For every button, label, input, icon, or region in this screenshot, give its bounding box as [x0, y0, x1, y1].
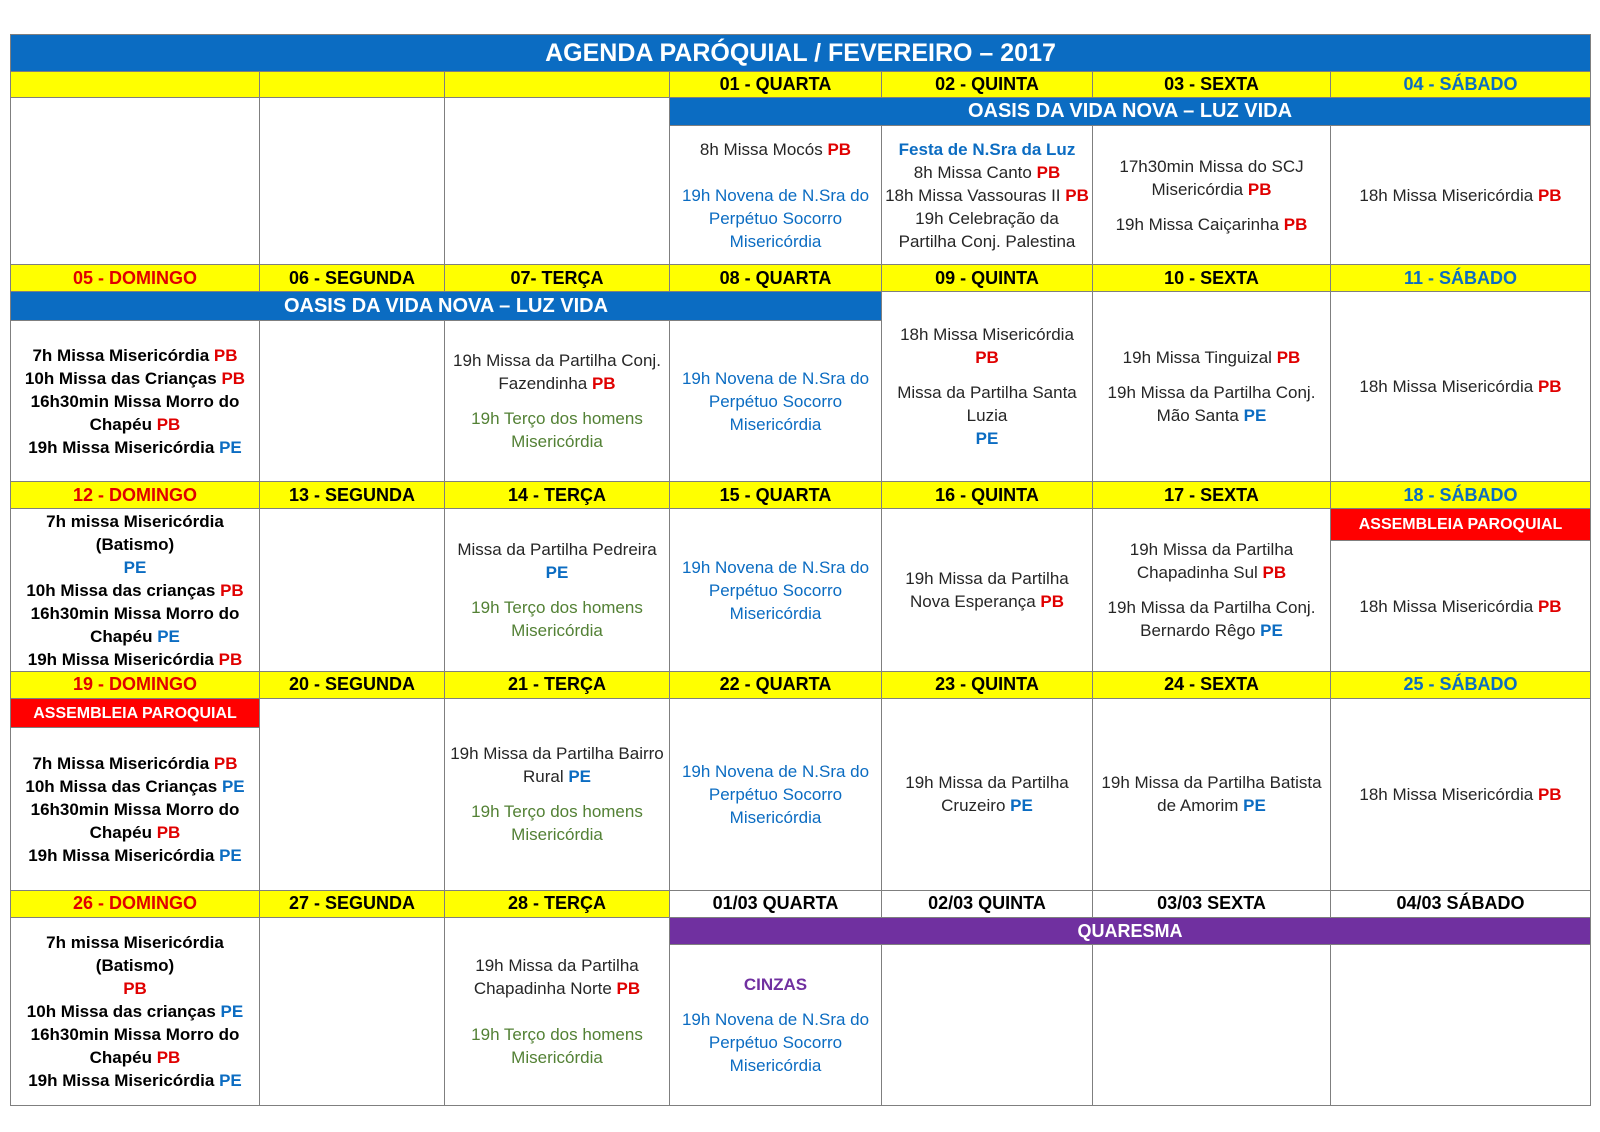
tag-pb: PB: [1537, 185, 1562, 205]
tag-pb: PB: [591, 374, 616, 394]
tag-pb: PB: [220, 580, 244, 600]
event-missa-misericordia: 18h Missa Misericórdia: [1359, 185, 1534, 205]
assembleia-band: ASSEMBLEIA PAROQUIAL: [11, 699, 260, 728]
event-missa-misericordia: 18h Missa Misericórdia: [1359, 377, 1534, 397]
tag-pb: PB: [156, 414, 181, 434]
day-header-23: 23 - QUINTA: [882, 671, 1093, 698]
event-terco-homens: 19h Terço dos homens Misericórdia: [471, 802, 643, 845]
event-cinzas: CINZAS: [743, 975, 808, 995]
event-terco-homens: 19h Terço dos homens Misericórdia: [471, 598, 643, 641]
tag-pb: PB: [213, 753, 238, 773]
event-missa-batismo: 7h missa Misericórdia (Batismo): [46, 511, 224, 554]
day-header-01: 01 - QUARTA: [670, 72, 882, 98]
tag-pe: PE: [123, 557, 147, 577]
tag-pb: PB: [1537, 596, 1562, 616]
day-cell-02: [882, 126, 1093, 265]
day-cell-08: [670, 321, 882, 482]
day-header-19: 19 - DOMINGO: [11, 671, 260, 698]
day-header-26: 26 - DOMINGO: [11, 890, 260, 917]
day-header-06: 06 - SEGUNDA: [260, 265, 445, 292]
event-partilha-bairro-rural: 19h Missa da Partilha Bairro Rural: [450, 744, 664, 787]
day-header-25: 25 - SÁBADO: [1331, 671, 1591, 698]
tag-pb: PB: [1283, 214, 1308, 234]
event-missa-mocos: 8h Missa Mocós: [699, 139, 823, 159]
quaresma-band: QUARESMA: [670, 918, 1591, 945]
event-partilha-santa-luzia: Missa da Partilha Santa Luzia: [897, 383, 1077, 426]
event-missa-7h: 7h Missa Misericórdia: [32, 753, 210, 773]
day-cell-05: [11, 321, 260, 482]
event-missa-morro-chapeu: 16h30min Missa Morro do Chapéu: [30, 391, 240, 434]
day-cell-empty: [11, 98, 260, 265]
tag-pb: PB: [1537, 784, 1562, 804]
day-cell-21: [445, 699, 670, 891]
day-cell-10: [1093, 292, 1331, 482]
assembleia-band: ASSEMBLEIA PAROQUIAL: [1331, 509, 1591, 541]
oasis-band: OASIS DA VIDA NOVA – LUZ VIDA: [670, 98, 1591, 126]
day-cell-04: [1331, 126, 1591, 265]
day-header-11: 11 - SÁBADO: [1331, 265, 1591, 292]
day-cell-0103: [670, 945, 882, 1106]
event-missa-caicarinha: 19h Missa Caiçarinha: [1115, 214, 1280, 234]
event-novena: 19h Novena de N.Sra do Perpétuo Socorro Misericórdia: [681, 761, 870, 827]
tag-pe: PE: [1010, 796, 1033, 816]
week-2-header-row: [11, 265, 1591, 292]
page-title: AGENDA PARÓQUIAL / FEVEREIRO – 2017: [11, 35, 1591, 72]
event-missa-19h: 19h Missa Misericórdia: [28, 437, 215, 457]
tag-pe: PE: [157, 626, 180, 646]
oasis-band: OASIS DA VIDA NOVA – LUZ VIDA: [11, 292, 882, 321]
event-missa-morro-chapeu: 16h30min Missa Morro do Chapéu: [30, 603, 240, 646]
event-novena: 19h Novena de N.Sra do Perpétuo Socorro Misericórdia: [681, 185, 870, 251]
tag-pe: PE: [219, 1071, 242, 1091]
day-cell-0403: [1331, 945, 1591, 1106]
event-partilha-cruzeiro: 19h Missa da Partilha Cruzeiro: [905, 773, 1069, 816]
event-missa-19h: 19h Missa Misericórdia: [27, 649, 214, 669]
tag-pb: PB: [1262, 563, 1287, 583]
tag-pe: PE: [221, 776, 245, 796]
day-header-12: 12 - DOMINGO: [11, 482, 260, 509]
day-cell-28: [445, 918, 670, 1106]
day-header-17: 17 - SEXTA: [1093, 482, 1331, 509]
event-missa-criancas: 10h Missa das Crianças: [25, 776, 218, 796]
tag-pb: PB: [1247, 179, 1272, 199]
tag-pe: PE: [220, 1002, 244, 1022]
day-cell-25: [1331, 699, 1591, 891]
day-header-20: 20 - SEGUNDA: [260, 671, 445, 698]
tag-pb: PB: [1537, 377, 1562, 397]
week-3-header-row: [11, 482, 1591, 509]
day-header-16: 16 - QUINTA: [882, 482, 1093, 509]
day-header-02: 02 - QUINTA: [882, 72, 1093, 98]
tag-pe: PE: [1243, 796, 1266, 816]
day-cell-17: [1093, 509, 1331, 672]
event-partilha-mao-santa: 19h Missa da Partilha Conj. Mão Santa: [1107, 383, 1316, 426]
event-missa-19h: 19h Missa Misericórdia: [28, 845, 215, 865]
tag-pe: PE: [1260, 621, 1283, 641]
day-header-07: 07- TERÇA: [445, 265, 670, 292]
event-partilha-bernardo-rego: 19h Missa da Partilha Conj. Bernardo Rêgo: [1107, 598, 1316, 641]
day-cell-empty: [260, 98, 445, 265]
event-novena: 19h Novena de N.Sra do Perpétuo Socorro Misericórdia: [681, 1010, 870, 1076]
event-novena: 19h Novena de N.Sra do Perpétuo Socorro Misericórdia: [681, 557, 870, 623]
day-header-24: 24 - SEXTA: [1093, 671, 1331, 698]
day-cell-07: [445, 321, 670, 482]
day-cell-20: [260, 699, 445, 891]
day-header-empty: [445, 72, 670, 98]
day-cell-01: [670, 126, 882, 265]
day-cell-0303: [1093, 945, 1331, 1106]
tag-pb: PB: [1040, 592, 1065, 612]
tag-pb: PB: [1276, 348, 1301, 368]
event-terco-homens: 19h Terço dos homens Misericórdia: [471, 1025, 643, 1068]
event-missa-morro-chapeu: 16h30min Missa Morro do Chapéu: [30, 1025, 240, 1068]
day-header-0303: 03/03 SEXTA: [1093, 890, 1331, 917]
week-4-header-row: [11, 671, 1591, 698]
day-cell-09: [882, 292, 1093, 482]
tag-pb: PB: [123, 979, 147, 999]
tag-pb: PB: [218, 649, 243, 669]
week-5-header-row: [11, 890, 1591, 917]
event-missa-criancas: 10h Missa das crianças: [26, 1002, 216, 1022]
agenda-table: [10, 34, 1591, 1106]
tag-pe: PE: [545, 563, 569, 583]
event-missa-criancas: 10h Missa das crianças: [26, 580, 216, 600]
day-cell-11: [1331, 292, 1591, 482]
day-cell-24: [1093, 699, 1331, 891]
event-terco-homens: 19h Terço dos homens Misericórdia: [471, 409, 643, 452]
day-cell-empty: [445, 98, 670, 265]
event-missa-misericordia: 18h Missa Misericórdia: [1359, 784, 1534, 804]
event-missa-tinguizal: 19h Missa Tinguizal: [1122, 348, 1272, 368]
day-header-05: 05 - DOMINGO: [11, 265, 260, 292]
day-header-04: 04 - SÁBADO: [1331, 72, 1591, 98]
day-cell-12: [11, 509, 260, 672]
tag-pb: PB: [1065, 185, 1089, 205]
day-header-18: 18 - SÁBADO: [1331, 482, 1591, 509]
day-cell-26: [11, 918, 260, 1106]
tag-pb: PB: [213, 345, 238, 365]
day-header-03: 03 - SEXTA: [1093, 72, 1331, 98]
day-header-27: 27 - SEGUNDA: [260, 890, 445, 917]
day-cell-14: [445, 509, 670, 672]
tag-pb: PB: [221, 368, 246, 388]
tag-pb: PB: [616, 979, 641, 999]
day-header-14: 14 - TERÇA: [445, 482, 670, 509]
day-header-08: 08 - QUARTA: [670, 265, 882, 292]
day-cell-13: [260, 509, 445, 672]
tag-pe: PE: [568, 767, 592, 787]
tag-pb: PB: [1036, 162, 1061, 182]
event-celebracao-palestina: 19h Celebração da Partilha Conj. Palestina: [898, 208, 1076, 251]
tag-pe: PE: [975, 429, 999, 449]
tag-pb: PB: [156, 822, 181, 842]
tag-pb: PB: [827, 139, 852, 159]
day-header-21: 21 - TERÇA: [445, 671, 670, 698]
event-missa-criancas: 10h Missa das Crianças: [24, 368, 217, 388]
event-missa-vassouras: 18h Missa Vassouras II: [885, 185, 1061, 205]
day-cell-22: [670, 699, 882, 891]
day-cell-0203: [882, 945, 1093, 1106]
day-header-09: 09 - QUINTA: [882, 265, 1093, 292]
day-cell-03: [1093, 126, 1331, 265]
tag-pb: PB: [975, 348, 999, 368]
event-novena: 19h Novena de N.Sra do Perpétuo Socorro Misericórdia: [681, 368, 870, 434]
event-missa-19h: 19h Missa Misericórdia: [28, 1071, 215, 1091]
day-cell-18: [1331, 541, 1591, 671]
tag-pe: PE: [219, 437, 242, 457]
day-header-28: 28 - TERÇA: [445, 890, 670, 917]
day-cell-06: [260, 321, 445, 482]
event-partilha-nova-esperanca: 19h Missa da Partilha Nova Esperança: [905, 569, 1069, 612]
day-cell-19: [11, 728, 260, 891]
event-partilha-batista-amorim: 19h Missa da Partilha Batista de Amorim: [1101, 773, 1322, 816]
day-header-10: 10 - SEXTA: [1093, 265, 1331, 292]
event-missa-scj: 17h30min Missa do SCJ Misericórdia: [1119, 156, 1304, 199]
day-header-empty: [260, 72, 445, 98]
event-partilha-chapadinha-norte: 19h Missa da Partilha Chapadinha Norte: [473, 956, 639, 999]
event-missa-morro-chapeu: 16h30min Missa Morro do Chapéu: [30, 799, 240, 842]
event-missa-batismo: 7h missa Misericórdia (Batismo): [46, 933, 224, 976]
event-partilha-fazendinha: 19h Missa da Partilha Conj. Fazendinha: [453, 351, 661, 394]
day-header-0403: 04/03 SÁBADO: [1331, 890, 1591, 917]
day-cell-16: [882, 509, 1093, 672]
event-missa-7h: 7h Missa Misericórdia: [32, 345, 210, 365]
event-missa-misericordia: 18h Missa Misericórdia: [900, 325, 1074, 345]
tag-pe: PE: [1243, 406, 1267, 426]
day-header-0203: 02/03 QUINTA: [882, 890, 1093, 917]
day-cell-15: [670, 509, 882, 672]
event-partilha-pedreira: Missa da Partilha Pedreira: [457, 540, 657, 560]
tag-pe: PE: [219, 845, 242, 865]
tag-pb: PB: [156, 1048, 181, 1068]
event-missa-misericordia: 18h Missa Misericórdia: [1359, 596, 1534, 616]
week-1-header-row: [11, 72, 1591, 98]
day-header-empty: [11, 72, 260, 98]
day-cell-27: [260, 918, 445, 1106]
event-missa-canto: 8h Missa Canto: [913, 162, 1032, 182]
day-header-13: 13 - SEGUNDA: [260, 482, 445, 509]
day-header-15: 15 - QUARTA: [670, 482, 882, 509]
day-header-0103: 01/03 QUARTA: [670, 890, 882, 917]
event-partilha-chapadinha-sul: 19h Missa da Partilha Chapadinha Sul: [1129, 540, 1294, 583]
day-cell-23: [882, 699, 1093, 891]
day-header-22: 22 - QUARTA: [670, 671, 882, 698]
event-festa-luz: Festa de N.Sra da Luz: [898, 139, 1076, 159]
